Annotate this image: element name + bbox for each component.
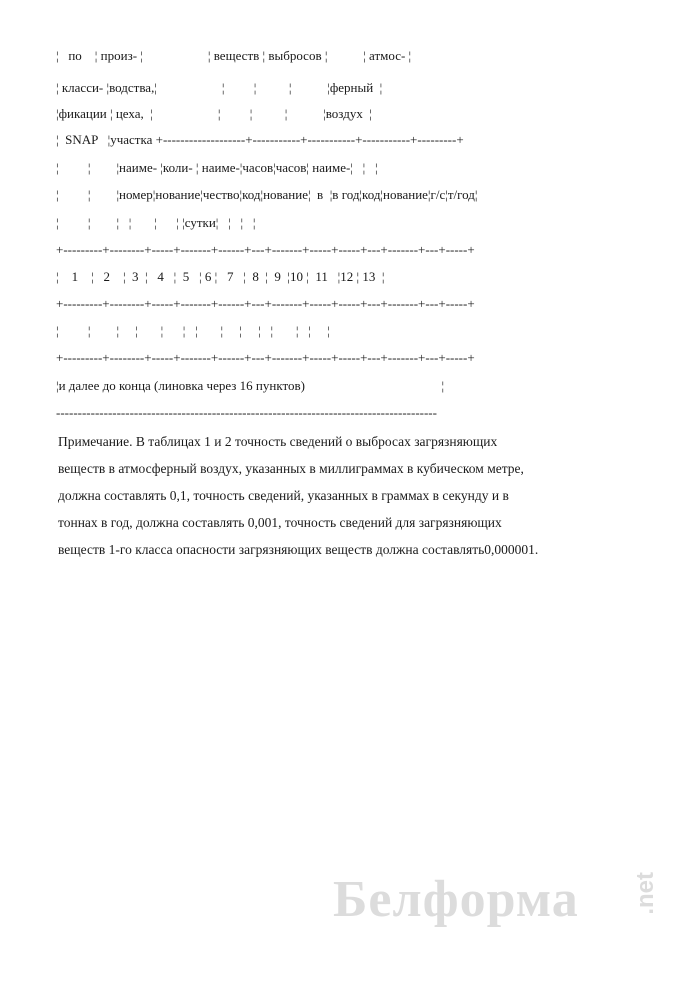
table-line-10: +---------+--------+-----+-------+------+---+-------+-----+-----+---+-------+---+-----+ — [56, 296, 475, 311]
table-line-12: +---------+--------+-----+-------+------+---+-------+-----+-----+---+-------+---+-----+ — [56, 350, 475, 365]
table-line-3: ¦фикации ¦ цеха, ¦ ¦ ¦ ¦ ¦воздух ¦ — [56, 106, 372, 121]
table-line-8: +---------+--------+-----+-------+------+---+-------+-----+-----+---+-------+---+-----+ — [56, 242, 475, 257]
table-line-9: ¦ 1 ¦ 2 ¦ 3 ¦ 4 ¦ 5 ¦ 6 ¦ 7 ¦ 8 ¦ 9 ¦10 ¦ 11 ¦12 ¦ 13 ¦ — [56, 269, 385, 284]
table-line-2: ¦ класси- ¦водства,¦ ¦ ¦ ¦ ¦ферный ¦ — [56, 80, 383, 95]
table-line-4: ¦ SNAP ¦участка +-------------------+-----------+-----------+-----------+---------+ — [56, 132, 464, 147]
table-line-1: ¦ по ¦ произ- ¦ ¦ веществ ¦ выбросов ¦ ¦ атмос- ¦ — [56, 48, 412, 63]
table-line-6: ¦ ¦ ¦номер¦нование¦чество¦код¦нование¦ в ¦в год¦код¦нование¦г/с¦т/год¦ — [56, 187, 478, 202]
watermark-suffix: .net — [632, 872, 659, 915]
table-line-5: ¦ ¦ ¦наиме- ¦коли- ¦ наиме-¦часов¦часов¦ наиме-¦ ¦ ¦ — [56, 160, 378, 175]
note-line-1: Примечание. В таблицах 1 и 2 точность сведений о выбросах загрязняющих — [58, 434, 498, 449]
watermark-logo: Белформа — [333, 871, 579, 928]
note-block — [58, 434, 578, 558]
table-line-11: ¦ ¦ ¦ ¦ ¦ ¦ ¦ ¦ ¦ ¦ ¦ ¦ ¦ ¦ — [56, 323, 330, 338]
note-line-2: веществ в атмосферный воздух, указанных в миллиграммах в кубическом метре, — [58, 461, 524, 476]
table-line-7: ¦ ¦ ¦ ¦ ¦ ¦ ¦сутки¦ ¦ ¦ ¦ — [56, 215, 256, 230]
table-line-13: ¦и далее до конца (линовка через 16 пунктов) ¦ — [56, 378, 445, 393]
note-line-3: должна составлять 0,1, точность сведений, указанных в граммах в секунду и в — [58, 488, 509, 503]
note-line-5: веществ 1-го класса опасности загрязняющих веществ должна составлять0,000001. — [58, 542, 539, 557]
table-line-14: ---------------------------------------------------------------------------------------- — [56, 405, 437, 420]
note-line-4: тоннах в год, должна составлять 0,001, точность сведений для загрязняющих — [58, 515, 502, 530]
